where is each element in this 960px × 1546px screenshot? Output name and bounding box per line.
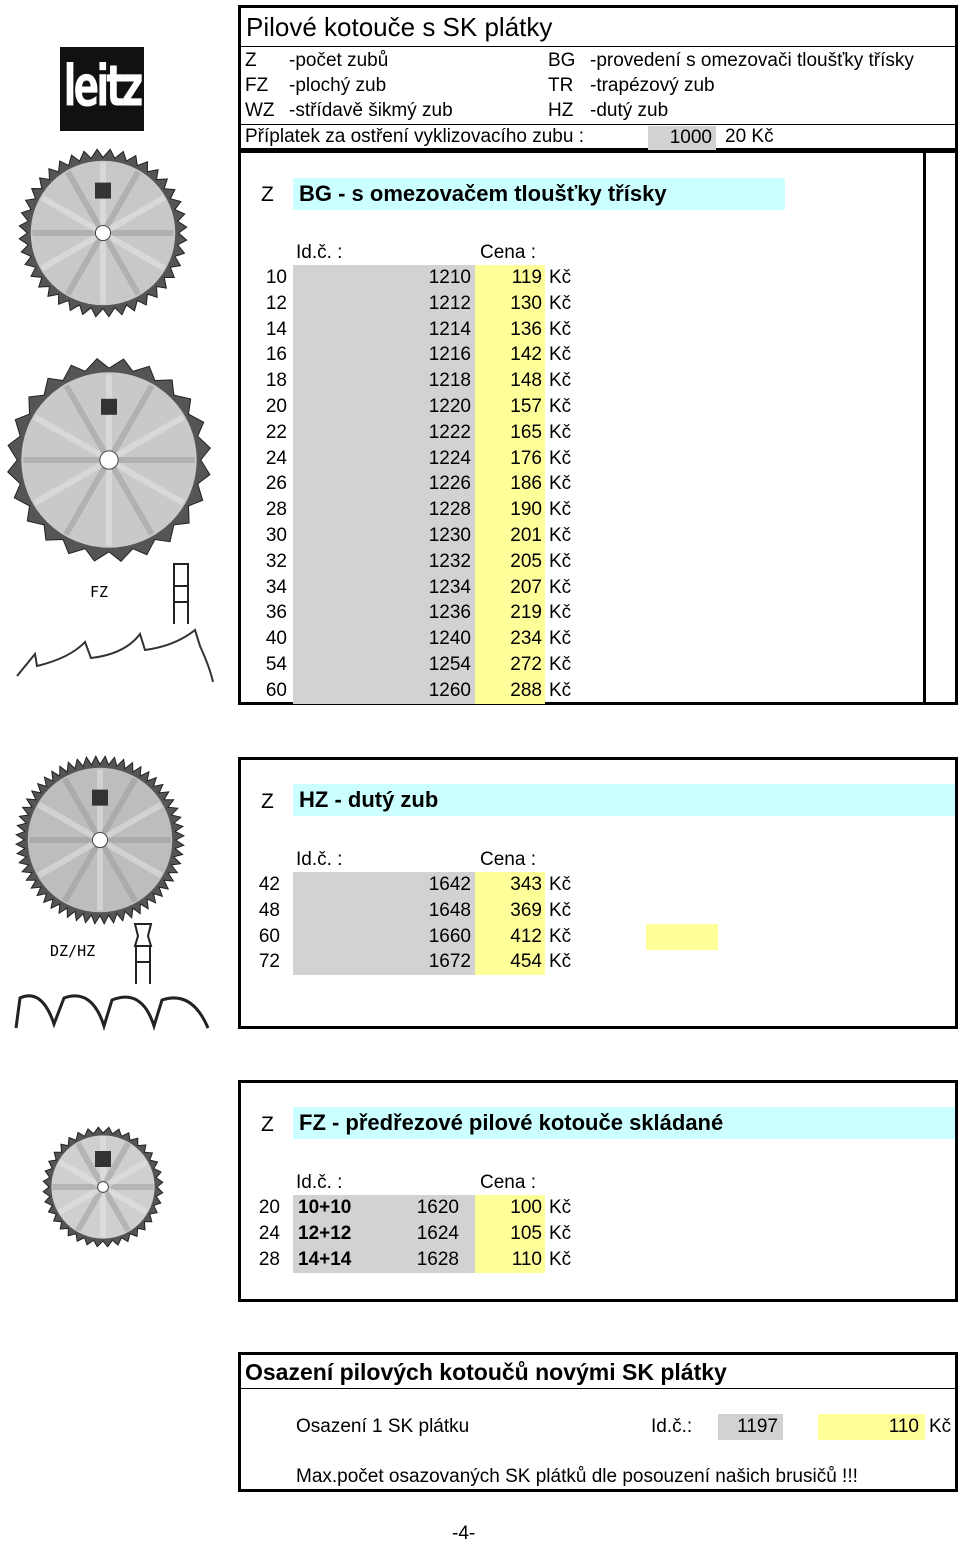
item-price: 205 bbox=[475, 549, 545, 575]
currency: Kč bbox=[549, 628, 572, 650]
col-price-header: Cena : bbox=[480, 1172, 536, 1193]
legend-left bbox=[245, 49, 545, 124]
item-id: 1210 bbox=[293, 265, 475, 291]
table-row bbox=[241, 1221, 941, 1247]
currency: Kč bbox=[549, 525, 572, 546]
title-divider bbox=[241, 46, 955, 47]
tooth-count: 28 bbox=[258, 1248, 280, 1270]
tooth-count: 26 bbox=[265, 473, 287, 495]
blade-combo: 10+10 bbox=[293, 1195, 403, 1221]
item-id: 1218 bbox=[293, 368, 475, 394]
item-id: 1212 bbox=[293, 291, 475, 317]
tooth-profile-fz-side bbox=[15, 628, 215, 684]
item-price: 186 bbox=[475, 471, 545, 497]
currency: Kč bbox=[549, 318, 572, 340]
item-id: 1648 bbox=[293, 898, 475, 924]
leitz-logo-text: leitz bbox=[63, 53, 141, 119]
item-price: 119 bbox=[475, 265, 545, 291]
tooth-count: 60 bbox=[265, 679, 287, 701]
tooth-count: 72 bbox=[258, 951, 280, 973]
currency: Kč bbox=[549, 447, 572, 469]
saw-blade-hz-image bbox=[3, 755, 197, 925]
item-price: 207 bbox=[475, 575, 545, 601]
table-row bbox=[241, 471, 941, 497]
surcharge-price: 20 Kč bbox=[725, 126, 774, 147]
item-price: 142 bbox=[475, 342, 545, 368]
item-id: 1642 bbox=[293, 872, 475, 898]
item-id: 1260 bbox=[293, 678, 475, 704]
section-title: Osazení pilových kotoučů novými SK plátky bbox=[245, 1359, 727, 1385]
section-fz bbox=[238, 1080, 958, 1302]
surcharge-id: 1000 bbox=[648, 126, 716, 150]
col-id-header: Id.č. : bbox=[296, 242, 343, 263]
tooth-count: 24 bbox=[265, 447, 287, 469]
tooth-count: 42 bbox=[258, 874, 280, 895]
tooth-count: 10 bbox=[265, 267, 287, 288]
tooth-count: 30 bbox=[265, 525, 287, 546]
table-row bbox=[241, 949, 941, 975]
header-box bbox=[238, 5, 958, 151]
item-id: 1236 bbox=[293, 600, 475, 626]
section-title: FZ - předřezové pilové kotouče skládané bbox=[293, 1107, 955, 1139]
item-id: 1224 bbox=[293, 446, 475, 472]
currency: Kč bbox=[549, 1248, 572, 1270]
currency: Kč bbox=[549, 396, 572, 417]
tooth-count: 22 bbox=[265, 421, 287, 443]
tooth-count: 54 bbox=[265, 654, 287, 675]
tooth-count: 16 bbox=[265, 344, 287, 366]
item-currency: Kč bbox=[929, 1416, 952, 1437]
col-price-header: Cena : bbox=[480, 849, 536, 870]
tooth-count: 18 bbox=[265, 370, 287, 392]
section-title: HZ - dutý zub bbox=[293, 784, 955, 816]
saw-blade-fz-image bbox=[3, 355, 215, 565]
currency: Kč bbox=[549, 1222, 572, 1244]
table-row bbox=[241, 575, 941, 601]
item-id: 1226 bbox=[293, 471, 475, 497]
note: Max.počet osazovaných SK plátků dle posouzení našich brusičů !!! bbox=[296, 1466, 858, 1487]
item-label: Osazení 1 SK plátku bbox=[296, 1416, 470, 1437]
table-row bbox=[241, 1195, 941, 1221]
currency: Kč bbox=[549, 344, 572, 366]
table-row bbox=[241, 1247, 941, 1273]
legend-right bbox=[548, 49, 948, 124]
item-price: 343 bbox=[475, 872, 545, 898]
tooth-count: 24 bbox=[258, 1222, 280, 1244]
item-price: 165 bbox=[475, 420, 545, 446]
currency: Kč bbox=[549, 421, 572, 443]
page-title: Pilové kotouče s SK plátky bbox=[246, 12, 553, 42]
item-price: 176 bbox=[475, 446, 545, 472]
currency: Kč bbox=[549, 925, 572, 947]
table-row bbox=[241, 291, 941, 317]
item-id: 1216 bbox=[293, 342, 475, 368]
item-id: 1214 bbox=[293, 317, 475, 343]
page-number: -4- bbox=[452, 1523, 476, 1544]
section-hz bbox=[238, 757, 958, 1029]
table-row bbox=[241, 342, 941, 368]
tooth-count: 14 bbox=[265, 318, 287, 340]
col-price-header: Cena : bbox=[480, 242, 536, 263]
table-row bbox=[241, 924, 941, 950]
table-row bbox=[241, 446, 941, 472]
item-price: 130 bbox=[475, 291, 545, 317]
item-price: 110 bbox=[475, 1247, 545, 1273]
tooth-count: 20 bbox=[258, 1197, 280, 1218]
legend-item: BG -provedení s omezovači tloušťky třísky bbox=[548, 50, 914, 71]
currency: Kč bbox=[549, 550, 572, 572]
table-row bbox=[241, 394, 941, 420]
item-price: 454 bbox=[475, 949, 545, 975]
item-id: 1620 bbox=[403, 1195, 475, 1221]
item-id: 1197 bbox=[718, 1414, 783, 1440]
item-id: 1672 bbox=[293, 949, 475, 975]
item-id: 1660 bbox=[293, 924, 475, 950]
surcharge-label: Příplatek za ostření vyklizovacího zubu : bbox=[245, 126, 584, 147]
item-id: 1220 bbox=[293, 394, 475, 420]
table-row bbox=[241, 872, 941, 898]
currency: Kč bbox=[549, 292, 572, 314]
highlight-cell bbox=[646, 924, 718, 950]
tooth-profile-hz-side bbox=[12, 988, 212, 1032]
currency: Kč bbox=[549, 473, 572, 495]
legend-item: HZ -dutý zub bbox=[548, 100, 669, 121]
table-row bbox=[241, 652, 941, 678]
legend-item: FZ -plochý zub bbox=[245, 75, 387, 96]
item-id: 1230 bbox=[293, 523, 475, 549]
title-divider bbox=[241, 1388, 955, 1389]
item-id: 1228 bbox=[293, 497, 475, 523]
currency: Kč bbox=[549, 654, 572, 675]
currency: Kč bbox=[549, 267, 572, 288]
tooth-profile-fz-label: FZ bbox=[90, 583, 109, 601]
legend-item: Z -počet zubů bbox=[245, 50, 389, 71]
table-row bbox=[241, 600, 941, 626]
id-label: Id.č.: bbox=[651, 1416, 693, 1437]
currency: Kč bbox=[549, 679, 572, 701]
item-id: 1222 bbox=[293, 420, 475, 446]
table-row bbox=[241, 523, 941, 549]
z-label: Z bbox=[261, 790, 274, 813]
table-row bbox=[241, 898, 941, 924]
item-id: 1234 bbox=[293, 575, 475, 601]
currency: Kč bbox=[549, 874, 572, 895]
table-row bbox=[241, 626, 941, 652]
leitz-logo bbox=[60, 47, 144, 131]
item-price: 412 bbox=[475, 924, 545, 950]
currency: Kč bbox=[549, 1197, 572, 1218]
col-id-header: Id.č. : bbox=[296, 1172, 343, 1193]
section-title: BG - s omezovačem tloušťky třísky bbox=[293, 178, 785, 210]
table-row bbox=[241, 549, 941, 575]
section-bg bbox=[238, 150, 958, 705]
item-price: 136 bbox=[475, 317, 545, 343]
item-price: 369 bbox=[475, 898, 545, 924]
item-price: 157 bbox=[475, 394, 545, 420]
item-price: 288 bbox=[475, 678, 545, 704]
tooth-count: 36 bbox=[265, 602, 287, 624]
currency: Kč bbox=[549, 499, 572, 521]
tooth-count: 28 bbox=[265, 499, 287, 521]
saw-blade-bg-image bbox=[3, 148, 207, 318]
item-price: 148 bbox=[475, 368, 545, 394]
legend-item: TR -trapézový zub bbox=[548, 75, 715, 96]
tooth-profile-hz-label: DZ/HZ bbox=[50, 942, 96, 960]
currency: Kč bbox=[549, 370, 572, 392]
table-row bbox=[241, 368, 941, 394]
currency: Kč bbox=[549, 951, 572, 973]
tooth-count: 32 bbox=[265, 550, 287, 572]
tooth-count: 60 bbox=[258, 925, 280, 947]
legend-item: WZ -střídavě šikmý zub bbox=[245, 100, 453, 121]
item-price: 201 bbox=[475, 523, 545, 549]
z-label: Z bbox=[261, 183, 274, 206]
blade-combo: 12+12 bbox=[293, 1221, 403, 1247]
tooth-count: 40 bbox=[265, 628, 287, 650]
item-price: 190 bbox=[475, 497, 545, 523]
tooth-count: 20 bbox=[265, 396, 287, 417]
tooth-profile-fz-drawing bbox=[165, 562, 195, 626]
currency: Kč bbox=[549, 602, 572, 624]
z-label: Z bbox=[261, 1113, 274, 1136]
table-row bbox=[241, 265, 941, 291]
tooth-count: 34 bbox=[265, 576, 287, 598]
item-id: 1254 bbox=[293, 652, 475, 678]
item-id: 1232 bbox=[293, 549, 475, 575]
tooth-count: 12 bbox=[265, 292, 287, 314]
item-id: 1628 bbox=[403, 1247, 475, 1273]
currency: Kč bbox=[549, 576, 572, 598]
table-row bbox=[241, 678, 941, 704]
item-price: 105 bbox=[475, 1221, 545, 1247]
item-price: 100 bbox=[475, 1195, 545, 1221]
item-price: 219 bbox=[475, 600, 545, 626]
table-row bbox=[241, 317, 941, 343]
item-price: 110 bbox=[818, 1414, 925, 1440]
blade-combo: 14+14 bbox=[293, 1247, 403, 1273]
table-row bbox=[241, 497, 941, 523]
item-id: 1624 bbox=[403, 1221, 475, 1247]
section-osazeni bbox=[238, 1352, 958, 1492]
item-price: 234 bbox=[475, 626, 545, 652]
saw-blade-fz-preset-image bbox=[30, 1125, 176, 1249]
tooth-profile-hz-drawing bbox=[128, 922, 158, 986]
item-price: 272 bbox=[475, 652, 545, 678]
col-id-header: Id.č. : bbox=[296, 849, 343, 870]
item-id: 1240 bbox=[293, 626, 475, 652]
table-row bbox=[241, 420, 941, 446]
tooth-count: 48 bbox=[258, 899, 280, 921]
currency: Kč bbox=[549, 899, 572, 921]
